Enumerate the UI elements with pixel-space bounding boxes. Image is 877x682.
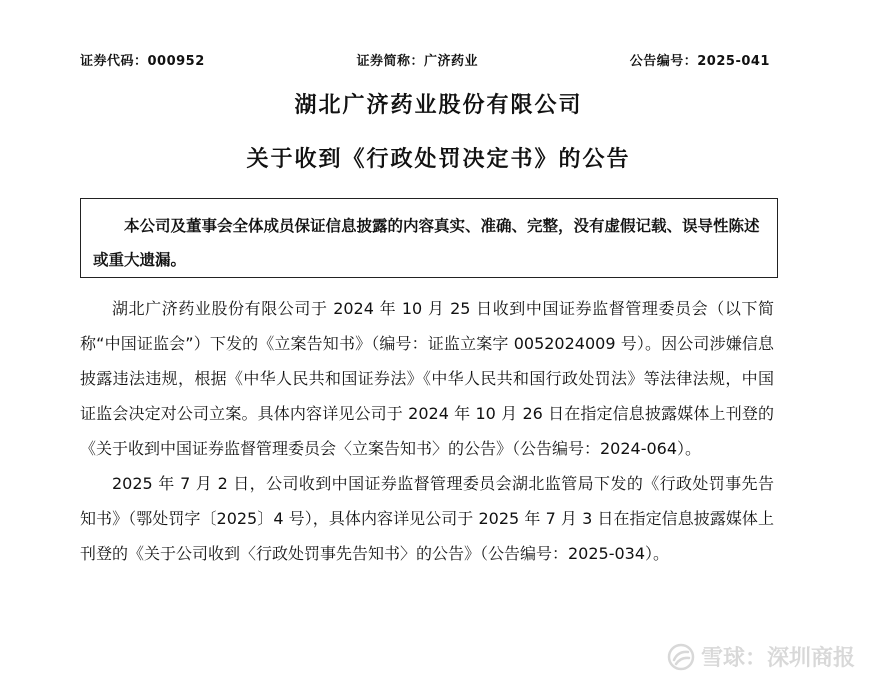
stock-code: 证券代码：000952 (80, 54, 205, 69)
board-statement: 本公司及董事会全体成员保证信息披露的内容真实、准确、完整，没有虚假记载、误导性陈述或重大遗漏。 (93, 217, 760, 269)
body-paragraph: 湖北广济药业股份有限公司于 2024 年 10 月 25 日收到中国证券监督管理委员会（以下简称“中国证监会”）下发的《立案告知书》（编号：证监立案字 0052024009 号）。因公司涉嫌信息披露违法违规，根据《中华人民共和国证券法》《中华人民共和国行政处罚法》等法律法规，中国证监会决定对公司立案。具体内容详见公司于 2024 年 10 月 26 日在指定信息披露媒体上刊登的《关于收到中国证券监督管理委员会〈立案告知书〉的公告》（公告编号：2024-064）。 (80, 299, 774, 458)
board-statement-box (80, 198, 778, 278)
watermark-text: 雪球：深圳商报 (700, 646, 855, 671)
announcement-body (80, 291, 774, 571)
document-header (80, 50, 770, 69)
company-title: 湖北广济药业股份有限公司 (294, 93, 583, 118)
document-title: 关于收到《行政处罚决定书》的公告 (246, 147, 631, 172)
notice-number: 公告编号：2025-041 (629, 54, 770, 69)
stock-short-name: 证券简称：广济药业 (356, 54, 479, 69)
snowball-logo-icon (667, 643, 695, 671)
body-paragraph: 2025 年 7 月 2 日，公司收到中国证券监督管理委员会湖北监管局下发的《行政处罚事先告知书》（鄂处罚字〔2025〕4 号），具体内容详见公司于 2025 年 7 月 3 日在指定信息披露媒体上刊登的《关于公司收到〈行政处罚事先告知书〉的公告》（公告编号：2025-034）。 (80, 474, 774, 563)
watermark (667, 641, 855, 672)
